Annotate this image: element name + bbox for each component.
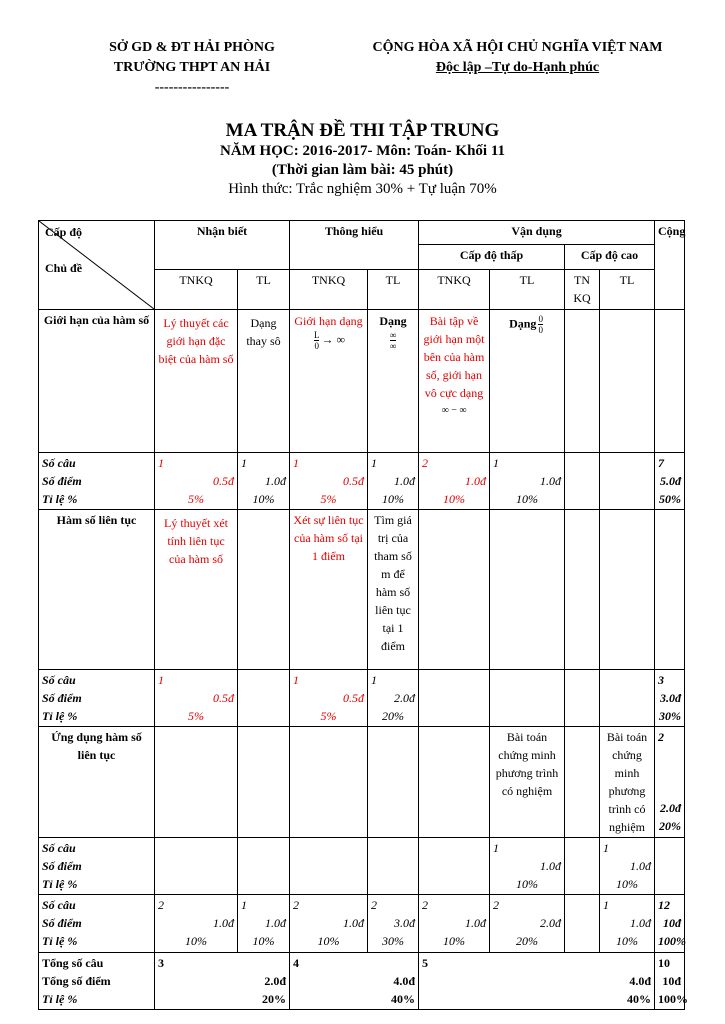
national-header — [340, 38, 695, 78]
empty-cell — [238, 727, 290, 838]
empty-cell — [600, 310, 655, 453]
stats-vdc-tl: 1 1.0đ 10% — [600, 895, 655, 953]
topic-th-tnkq: Giới hạn dạng $\frac{L}{0}$ → ∞ — [290, 310, 368, 453]
empty-cell — [490, 510, 565, 670]
school-header — [82, 38, 302, 98]
stats-labels: Số câu Số điểm Tỉ lệ % — [39, 670, 155, 727]
totals-labels: Tổng số câu Tổng số điểm Tỉ lệ % — [39, 953, 155, 1010]
corner-level-label: Cấp độ — [45, 225, 83, 239]
stats-nb-tl: 1 1.0đ 10% — [238, 895, 290, 953]
empty-cell — [238, 510, 290, 670]
empty-cell — [565, 310, 600, 453]
school-name: TRƯỜNG THPT AN HẢI — [113, 60, 271, 75]
stats-labels: Số câu Số điểm Tỉ lệ % — [39, 895, 155, 953]
stats-cong: 7 5.0đ 50% — [655, 453, 685, 510]
stats-row-lien-tuc — [39, 670, 685, 727]
stats-cong: 12 10đ 100% — [655, 895, 685, 953]
topic-vdt-tl: Bài toán chứng minh phương trình có nghiệm — [490, 727, 565, 838]
title-duration: (Thời gian làm bài: 45 phút) — [271, 162, 454, 178]
empty-cell — [490, 670, 565, 727]
stats-row-sum — [39, 895, 685, 953]
stats-nb-tnkq: 1 0.5đ 5% — [155, 453, 238, 510]
empty-cell — [290, 727, 368, 838]
topic-vdc-tl: Bài toán chứng minh phương trình có nghiệm — [600, 727, 655, 838]
stats-vdt-tl: 2 2.0đ 20% — [490, 895, 565, 953]
empty-cell — [600, 453, 655, 510]
country-name: CỘNG HÒA XÃ HỘI CHỦ NGHĨA VIỆT NAM — [372, 40, 663, 55]
topic-th-tnkq: Xét sự liên tục của hàm số tại 1 điểm — [290, 510, 368, 670]
empty-cell — [655, 310, 685, 453]
empty-cell — [565, 453, 600, 510]
corner-topic-label: Chủ đề — [45, 261, 83, 275]
stats-th-tl: 2 3.0đ 30% — [368, 895, 419, 953]
header-tl: TL — [600, 269, 655, 309]
stats-vdt-tl: 1 1.0đ 10% — [490, 453, 565, 510]
empty-cell — [368, 727, 419, 838]
stats-th-tnkq: 1 0.5đ 5% — [290, 453, 368, 510]
stats-vdt-tl: 1 1.0đ 10% — [490, 838, 565, 895]
exam-matrix-table — [38, 220, 689, 1010]
empty-cell — [565, 895, 600, 953]
empty-cell — [419, 838, 490, 895]
header-tn-kq: TN KQ — [565, 269, 600, 309]
empty-cell — [655, 510, 685, 670]
topic-row-lien-tuc — [39, 510, 685, 670]
header-cong: Cộng — [655, 221, 685, 310]
stats-th-tnkq: 1 0.5đ 5% — [290, 670, 368, 727]
empty-cell — [419, 670, 490, 727]
stats-nb-tnkq: 1 0.5đ 5% — [155, 670, 238, 727]
title-format: Hình thức: Trắc nghiệm 30% + Tự luận 70% — [228, 181, 497, 197]
empty-cell — [238, 838, 290, 895]
stats-labels: Số câu Số điểm Tỉ lệ % — [39, 453, 155, 510]
header-thong-hieu: Thông hiểu — [290, 221, 419, 270]
empty-cell — [565, 838, 600, 895]
empty-cell — [419, 727, 490, 838]
corner-cell — [39, 221, 155, 310]
header-nhan-biet: Nhận biết — [155, 221, 290, 270]
header-tnkq: TNKQ — [419, 269, 490, 309]
document-title — [0, 120, 725, 199]
topic-name: Giới hạn của hàm số — [39, 310, 155, 453]
totals-van-dung: 5 4.0đ 40% — [419, 953, 655, 1010]
stats-vdt-tnkq: 2 1.0đ 10% — [419, 453, 490, 510]
totals-thong-hieu: 4 4.0đ 40% — [290, 953, 419, 1010]
header-cap-do-thap: Cấp độ thấp — [419, 245, 565, 269]
empty-cell — [290, 838, 368, 895]
empty-cell — [419, 510, 490, 670]
topic-nb-tl: Dạng thay sô — [238, 310, 290, 453]
topic-th-tl: Dạng $\frac{\infty}{\infty}$ — [368, 310, 419, 453]
header-row-1 — [39, 221, 685, 245]
department-name: SỞ GD & ĐT HẢI PHÒNG — [109, 40, 275, 55]
stats-row-gioi-han — [39, 453, 685, 510]
stats-cong: 3 3.0đ 30% — [655, 670, 685, 727]
empty-cell — [155, 838, 238, 895]
stats-vdc-tl: 1 1.0đ 10% — [600, 838, 655, 895]
empty-cell — [600, 510, 655, 670]
national-motto: Độc lập –Tự do-Hạnh phúc — [435, 60, 600, 75]
stats-nb-tnkq: 2 1.0đ 10% — [155, 895, 238, 953]
empty-cell — [565, 670, 600, 727]
empty-cell — [565, 510, 600, 670]
header-tl: TL — [238, 269, 290, 309]
stats-vdt-tnkq: 2 1.0đ 10% — [419, 895, 490, 953]
stats-th-tnkq: 2 1.0đ 10% — [290, 895, 368, 953]
totals-nhan-biet: 3 2.0đ 20% — [155, 953, 290, 1010]
empty-cell — [368, 838, 419, 895]
topic-row-ung-dung — [39, 727, 685, 838]
stats-row-ung-dung — [39, 838, 685, 895]
topic-th-tl: Tìm giá trị của tham số m để hàm số liên tục tại 1 điểm — [368, 510, 419, 670]
header-tl: TL — [490, 269, 565, 309]
header-van-dung: Vận dụng — [419, 221, 655, 245]
empty-cell — [238, 670, 290, 727]
stats-labels: Số câu Số điểm Tỉ lệ % — [39, 838, 155, 895]
totals-row — [39, 953, 685, 1010]
title-main: MA TRẬN ĐỀ THI TẬP TRUNG — [225, 120, 500, 141]
topic-name: Hàm số liên tục — [39, 510, 155, 670]
topic-vdt-tnkq: Bài tập về giới hạn một bên của hàm số, giới hạn vô cực dạng ∞ − ∞ — [419, 310, 490, 453]
empty-cell — [655, 838, 685, 895]
topic-cong: 2 2.0đ 20% — [655, 727, 685, 838]
topic-name: Ứng dụng hàm số liên tục — [39, 727, 155, 838]
topic-nb-tnkq: Lý thuyết xét tính liên tục của hàm số — [155, 510, 238, 670]
stats-nb-tl: 1 1.0đ 10% — [238, 453, 290, 510]
empty-cell — [155, 727, 238, 838]
topic-row-gioi-han — [39, 310, 685, 453]
header-tnkq: TNKQ — [290, 269, 368, 309]
header-tl: TL — [368, 269, 419, 309]
stats-th-tl: 1 2.0đ 20% — [368, 670, 419, 727]
title-school-year: NĂM HỌC: 2016-2017- Môn: Toán- Khối 11 — [219, 143, 505, 159]
topic-nb-tnkq: Lý thuyết các giới hạn đặc biệt của hàm số — [155, 310, 238, 453]
empty-cell — [600, 670, 655, 727]
header-cap-do-cao: Cấp độ cao — [565, 245, 655, 269]
empty-cell — [565, 727, 600, 838]
header-tnkq: TNKQ — [155, 269, 238, 309]
header-divider: ---------------- — [154, 80, 230, 95]
stats-th-tl: 1 1.0đ 10% — [368, 453, 419, 510]
totals-cong: 10 10đ 100% — [655, 953, 685, 1010]
topic-vdt-tl: Dạng $\frac{0}{0}$ — [490, 310, 565, 453]
